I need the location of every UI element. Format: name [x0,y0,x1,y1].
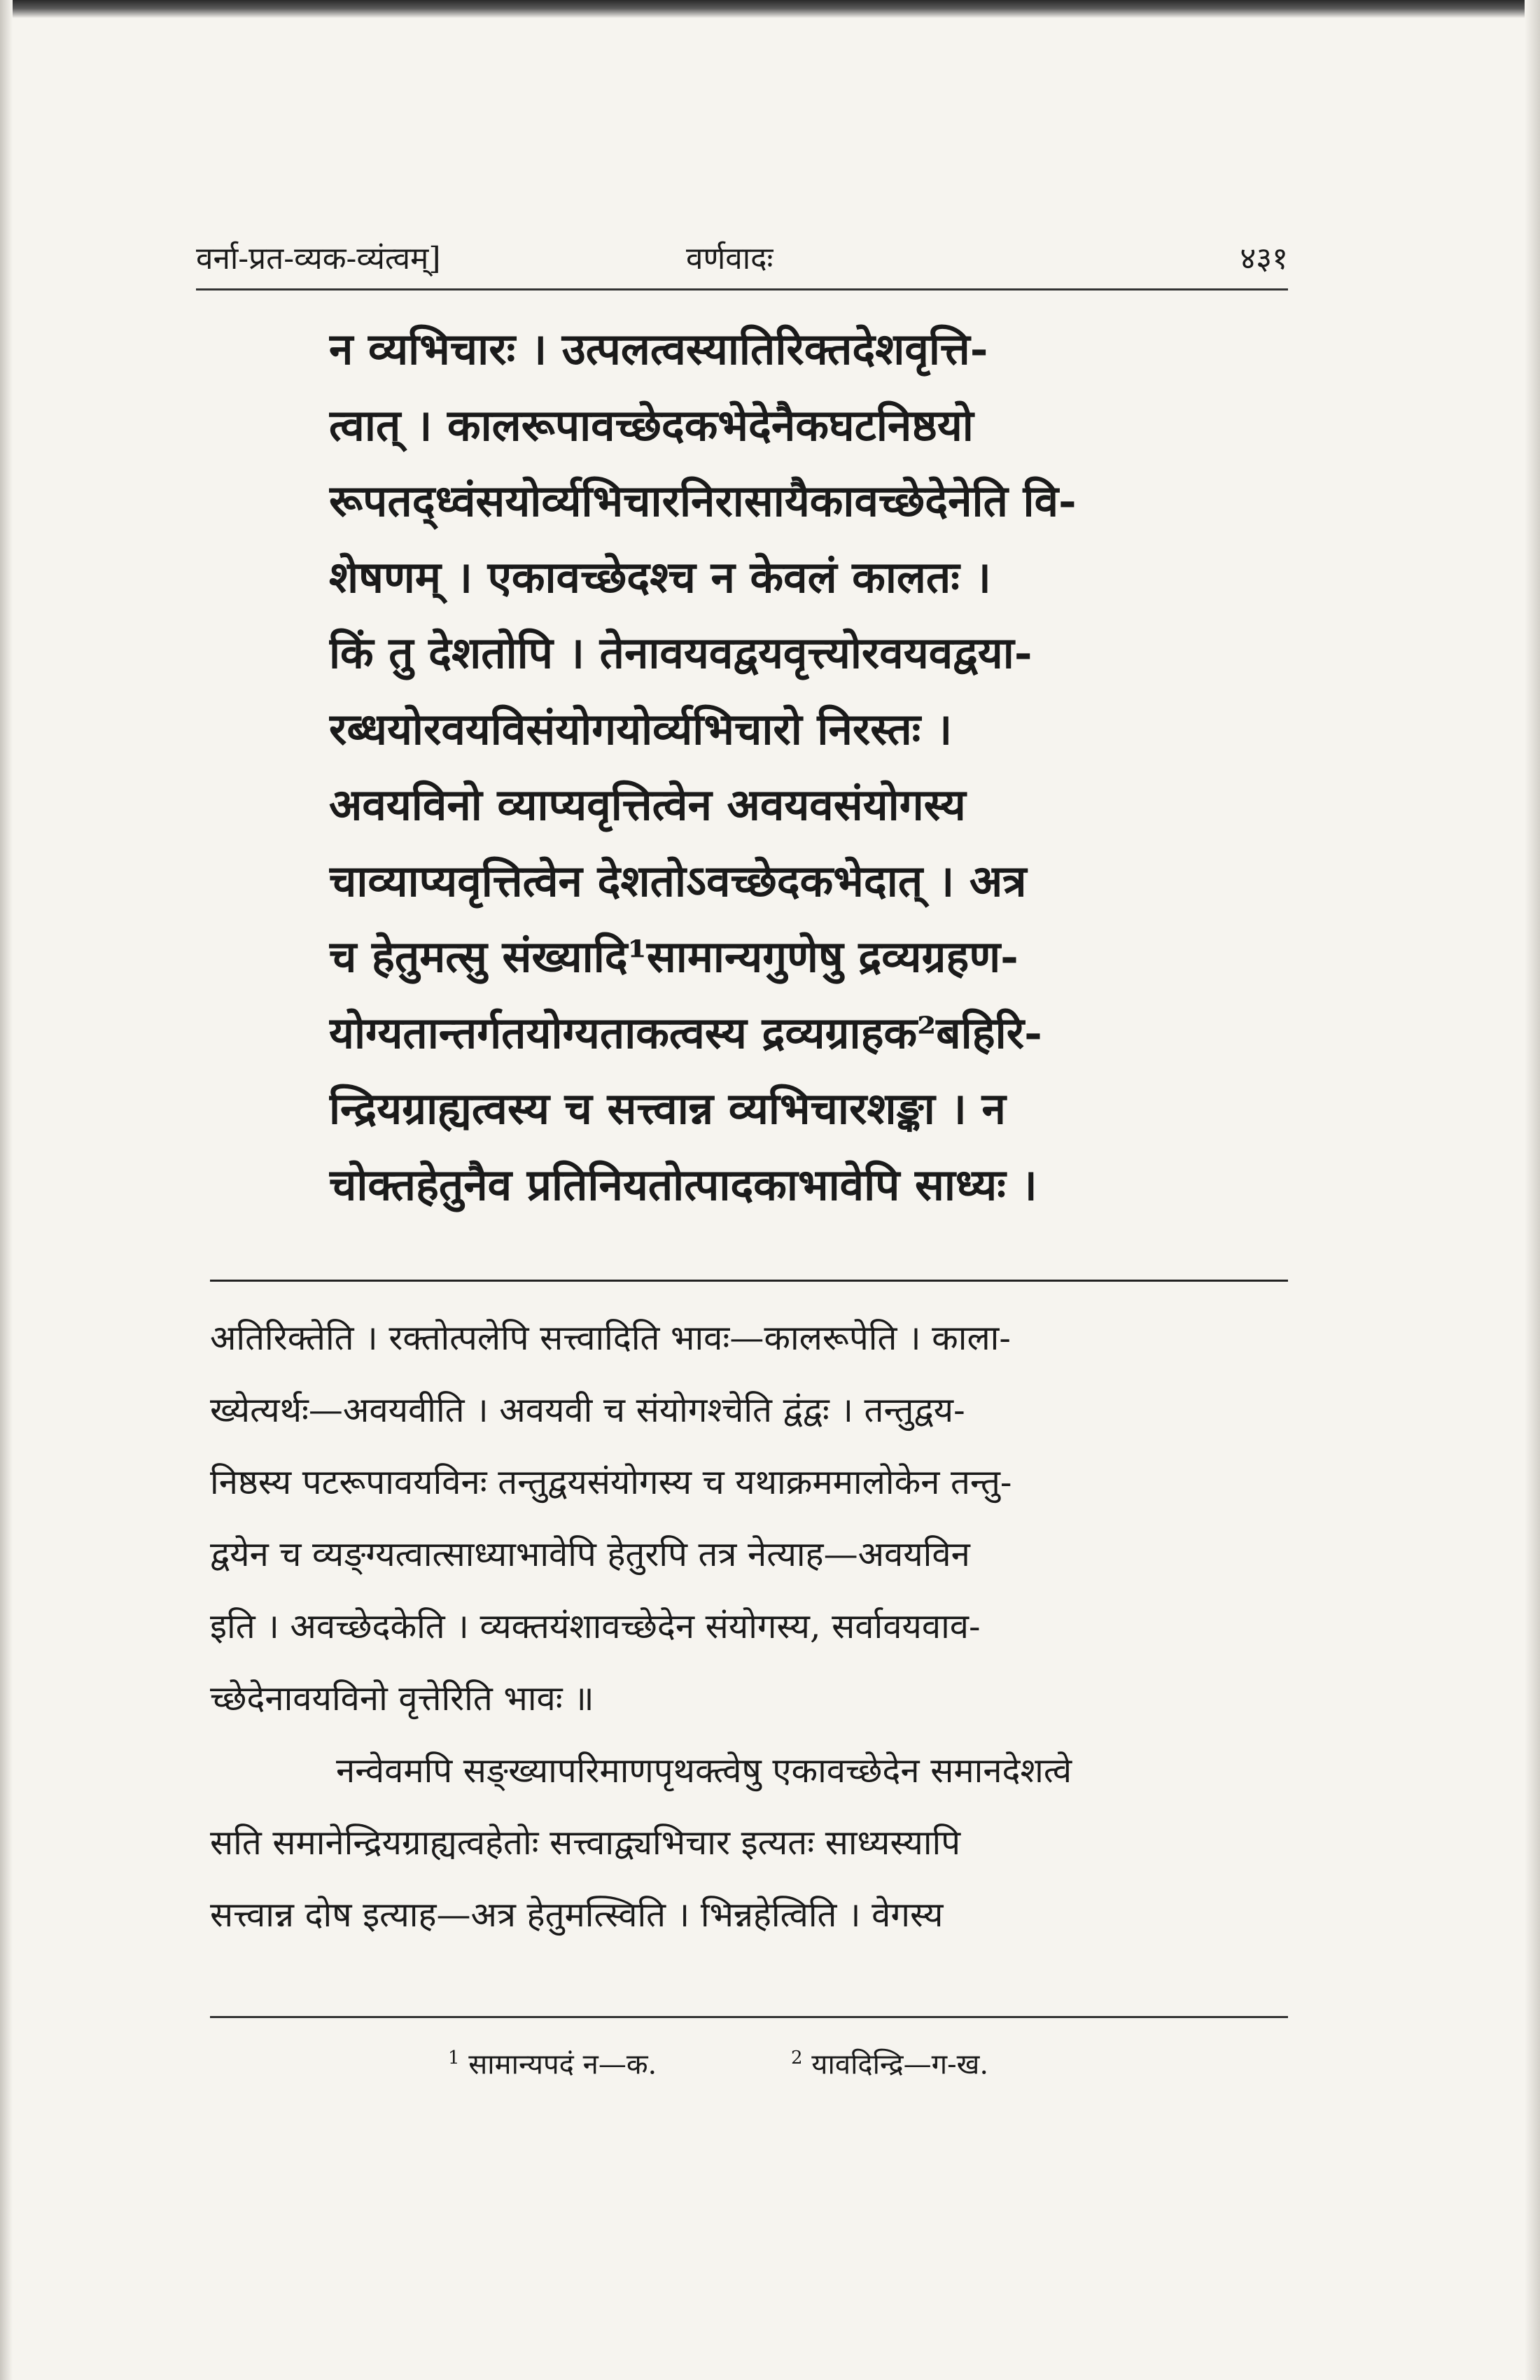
header-left-text: वर्ना-प्रत-व्यक-व्यंत्वम्] [196,241,441,276]
footnote-2-marker: 2 [791,2047,803,2068]
main-line: चाव्याप्यवृत्तित्वेन देशतोऽवच्छेदकभेदात् । अत्र [329,855,1027,906]
main-line: न्द्रियग्राह्यत्वस्य च सत्त्वान्न व्यभिचारशङ्का । न [329,1083,1006,1134]
main-line: अवयविनो व्याप्यवृत्तित्वेन अवयवसंयोगस्य [329,779,966,830]
commentary-line: सति समानेन्द्रियग्राह्यत्वहेतोः सत्त्वाद्व्यभिचार इत्यतः साध्यस्यापि [210,1823,961,1863]
commentary-block [210,1302,1288,1951]
main-line: किं तु देशतोपि । तेनावयवद्वयवृत्त्योरवयवद्वया- [329,627,1032,678]
footnote-2 [791,2030,988,2092]
commentary-line: सत्त्वान्न दोष इत्याह—अत्र हेतुमत्स्विति । भिन्नहेत्विति । वेगस्य [210,1895,944,1935]
header-rule [196,288,1288,290]
main-line: न व्यभिचारः । उत्पलत्वस्यातिरिक्तदेशवृत्ति- [329,323,988,374]
main-line: शेषणम् । एकावच्छेदश्च न केवलं कालतः । [329,551,991,603]
page-edge-left [0,0,13,2380]
footnotes [448,2030,1288,2086]
commentary-line: च्छेदेनावयविनो वृत्तेरिति भावः ॥ [210,1679,594,1718]
footnote-2-text: यावदिन्द्रि—ग-ख. [811,2048,989,2081]
page-edge-right [1525,0,1540,2380]
main-line: त्वात् । कालरूपावच्छेदकभेदेनैकघटनिष्ठयो [329,399,974,451]
main-line: च हेतुमत्सु संख्यादि¹सामान्यगुणेषु द्रव्यग्रहण- [329,931,1018,982]
footnote-rule [210,2016,1288,2018]
main-text-block [329,312,1169,1223]
main-line: योग्यतान्तर्गतयोग्यताकत्वस्य द्रव्यग्राहक²बहिरि- [329,1007,1042,1058]
text-commentary-divider [210,1280,1288,1282]
commentary-line: नन्वेवमपि सङ्ख्यापरिमाणपृथक्त्वेषु एकावच्छेदेन समानदेशत्वे [336,1751,1072,1791]
header-title: वर्णवादः [686,241,774,276]
footnote-1-marker: 1 [448,2047,460,2068]
main-line: रब्धयोरवयविसंयोगयोर्व्यभिचारो निरस्तः । [329,703,953,755]
footnote-1-text: सामान्यपदं न—क. [468,2048,657,2081]
commentary-line: द्वयेन च व्यङ्ग्यत्वात्साध्याभावेपि हेतुरपि तत्र नेत्याह—अवयविन [210,1534,970,1574]
commentary-line: ख्येत्यर्थः—अवयवीति । अवयवी च संयोगश्चेति द्वंद्वः । तन्तुद्वय- [210,1390,965,1430]
commentary-line: निष्ठस्य पटरूपावयविनः तन्तुद्वयसंयोगस्य च यथाक्रममालोकेन तन्तु- [210,1462,1012,1502]
main-line: चोक्तहेतुनैव प्रतिनियतोत्पादकाभावेपि साध्यः । [329,1158,1037,1210]
footnote-1 [448,2030,657,2092]
commentary-line: अतिरिक्तेति । रक्तोत्पलेपि सत्त्वादिति भावः—कालरूपेति । काला- [210,1318,1011,1358]
commentary-line: इति । अवच्छेदकेति । व्यक्तयंशावच्छेदेन संयोगस्य, सर्वावयवाव- [210,1606,981,1646]
main-line: रूपतद्ध्वंसयोर्व्यभिचारनिरासायैकावच्छेदेनेति वि- [329,475,1077,526]
page-number: ४३१ [1240,241,1288,276]
running-header [196,234,1288,284]
